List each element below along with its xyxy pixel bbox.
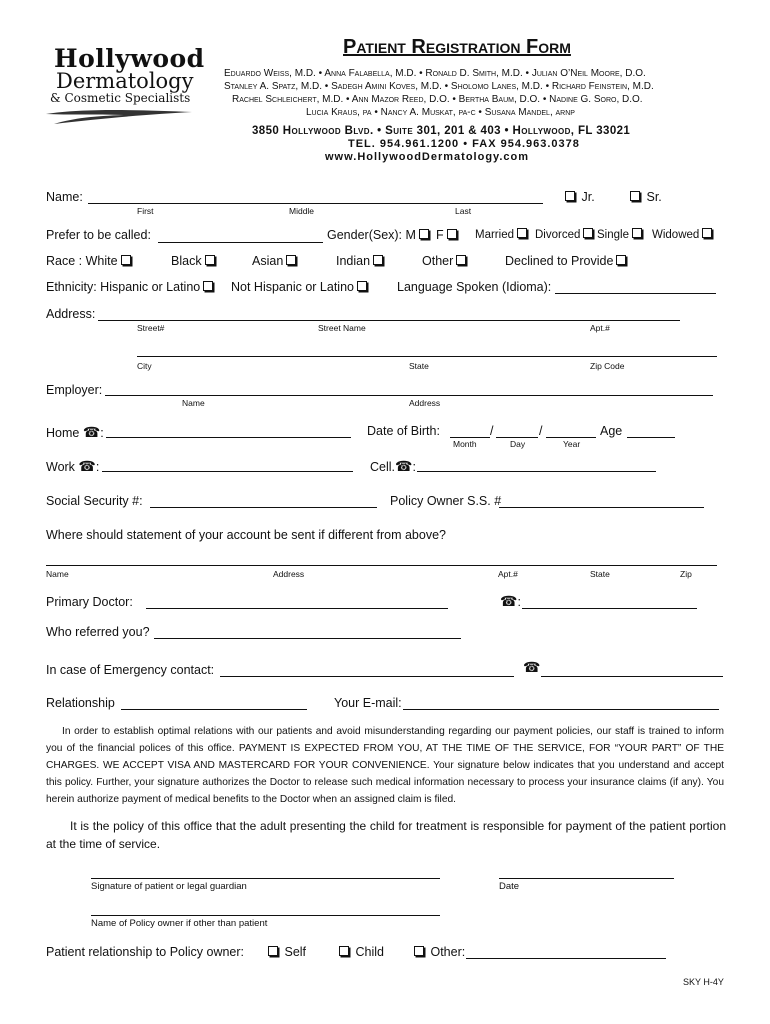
zip-caption: Zip Code [590,361,625,371]
address-label: Address: [46,307,96,321]
child-option[interactable] [336,945,384,959]
gender-f-option[interactable] [436,228,460,242]
doctors-line-1: Eduardo Weiss, M.D. • Anna Falabella, M.D. • Ronald D. Smith, M.D. • Julian O’Neil Moore, D.O. [224,68,646,79]
checkbox-icon[interactable] [419,229,429,239]
black-label: Black [171,254,202,268]
race-indian-option[interactable] [336,254,386,268]
primary-doctor-phone-label: ☎: [500,593,521,609]
employer-field[interactable] [105,395,713,396]
emergency-label: In case of Emergency contact: [46,663,215,677]
st-name-caption: Name [46,569,69,579]
race-label: Race : White [46,254,118,268]
child-label: Child [355,945,384,959]
dob-day-field[interactable] [496,437,538,438]
race-declined-option[interactable] [505,254,629,268]
checkbox-icon[interactable] [373,255,383,265]
day-caption: Day [510,439,526,449]
emergency-field[interactable] [220,676,514,677]
checkbox-icon[interactable] [632,228,642,238]
clinic-website: www.HollywoodDermatology.com [325,151,530,163]
sr-label: Sr. [646,190,662,204]
single-option[interactable] [597,228,645,241]
street-num-caption: Street# [137,323,165,333]
cell-label: Cell. [370,460,396,474]
payment-policy-paragraph: In order to establish optimal relations with our patients and avoid misunderstanding regarding our payment policies, our staff is trained to inform you of the financial polices of this office. PAYMENT IS EXPECTED FROM YOU, AT THE TIME OF THE SERVICE, FOR “YOUR PART” OF THE CHARGES. WE ACCEPT VISA AND MASTERCARD FOR YOUR CONVENIENCE. Your signature below indicates that you understand and accept this policy. Further, your signature authorizes the Doctor to release such medical information necessary to process your insurance claims (if any). You herein authorize payment of medical benefits to the Doctor when an assigned claim is filed. [46,726,724,805]
primary-doctor-phone-field[interactable] [522,608,697,609]
language-label: Language Spoken (Idioma): [397,280,552,294]
checkbox-icon[interactable] [121,255,131,265]
work-phone-field[interactable] [102,471,353,472]
month-caption: Month [453,439,477,449]
checkbox-icon[interactable] [339,946,349,956]
other-label: Other [422,254,454,268]
checkbox-icon[interactable] [203,281,213,291]
emergency-phone-field[interactable] [541,676,723,677]
checkbox-icon[interactable] [630,191,640,201]
home-phone-field[interactable] [106,437,351,438]
signature-caption: Signature of patient or legal guardian [91,881,247,892]
telephone-icon: ☎ [82,424,101,440]
work-phone-label: Work ☎: [46,458,100,474]
telephone-icon: ☎ [523,659,541,675]
gender-m-option[interactable] [327,228,432,242]
dob-slash-2: / [539,424,543,438]
race-other-option[interactable] [422,254,469,268]
referred-label: Who referred you? [46,625,150,639]
divorced-option[interactable] [535,228,596,241]
prefer-label: Prefer to be called: [46,228,151,242]
self-label: Self [284,945,307,959]
checkbox-icon[interactable] [565,191,575,201]
primary-doctor-field[interactable] [146,608,448,609]
dob-year-field[interactable] [546,437,596,438]
dob-label: Date of Birth: [367,424,440,438]
telephone-icon: ☎ [395,458,413,474]
checkbox-icon[interactable] [616,255,626,265]
not-hispanic-option[interactable] [231,280,370,294]
single-label: Single [597,229,629,241]
checkbox-icon[interactable] [702,228,712,238]
clinic-address: 3850 Hollywood Blvd. • Suite 301, 201 & 403 • Hollywood, FL 33021 [252,125,631,137]
first-caption: First [137,206,154,216]
not-hispanic-label: Not Hispanic or Latino [231,280,354,294]
employer-name-caption: Name [182,398,205,408]
checkbox-icon[interactable] [447,229,457,239]
clinic-phone: TEL. 954.961.1200 • FAX 954.963.0378 [348,138,580,150]
email-label: Your E-mail: [334,696,402,710]
ethnicity-label: Ethnicity: Hispanic or Latino [46,280,201,294]
race-asian-option[interactable] [252,254,299,268]
policy-owner-caption: Name of Policy owner if other than patient [91,918,268,929]
page-title: Patient Registration Form [343,36,571,58]
middle-caption: Middle [289,206,315,216]
policy-ss-label: Policy Owner S.S. # [390,494,502,508]
home-label: Home [46,426,80,440]
self-option[interactable] [265,945,306,959]
dob-month-field[interactable] [450,437,490,438]
age-field[interactable] [627,437,675,438]
checkbox-icon[interactable] [357,281,367,291]
state-caption: State [409,361,429,371]
jr-label: Jr. [581,190,595,204]
email-field[interactable] [403,709,719,710]
checkbox-icon[interactable] [456,255,466,265]
owner-relationship-label: Patient relationship to Policy owner: [46,945,245,959]
date-caption: Date [499,881,520,892]
declined-label: Declined to Provide [505,254,614,268]
hispanic-option[interactable] [46,280,216,294]
street-name-caption: Street Name [318,323,366,333]
employer-label: Employer: [46,383,103,397]
city-caption: City [137,361,152,371]
checkbox-icon[interactable] [517,228,527,238]
language-field[interactable] [555,293,716,294]
cell-phone-field[interactable] [417,471,656,472]
child-policy-paragraph: It is the policy of this office that the adult presenting the child for treatment is responsible for payment of the patient portion at the time of service. [46,819,726,851]
year-caption: Year [563,439,581,449]
address-street-field[interactable] [98,320,680,321]
emergency-phone-label [523,659,540,676]
jr-option[interactable] [562,190,595,204]
checkbox-icon[interactable] [286,255,296,265]
checkbox-icon[interactable] [583,228,593,238]
other-relationship-field[interactable] [466,958,666,959]
gender-label: Gender(Sex): M [327,228,416,242]
divorced-label: Divorced [535,229,581,241]
doctors-line-3: Rachel Schleichert, M.D. • Ann Mazor Reed, D.O. • Bertha Baum, D.O. • Nadine G. Soro, D.O. [232,94,643,105]
logo-dermatology: Dermatology [56,69,194,93]
ssn-label: Social Security #: [46,494,143,508]
logo-hollywood: Hollywood [54,44,205,73]
married-option[interactable] [475,228,530,241]
logo-swoosh-icon [44,104,194,126]
st-apt-caption: Apt.# [498,569,518,579]
st-state-caption: State [590,569,610,579]
name-label: Name: [46,190,83,204]
referred-field[interactable] [154,638,461,639]
race-black-option[interactable] [171,254,218,268]
apt-caption: Apt.# [590,323,610,333]
policy-ss-field[interactable] [499,507,704,508]
checkbox-icon[interactable] [414,946,424,956]
age-label: Age [600,424,623,438]
doctors-line-2: Stanley A. Spatz, M.D. • Sadegh Amini Koves, M.D. • Sholomo Lanes, M.D. • Richard Feinstein, M.D. [224,81,654,92]
form-code: SKY H-4Y [683,977,724,987]
last-caption: Last [455,206,472,216]
race-white-option[interactable] [46,254,134,268]
prefer-field[interactable] [158,242,323,243]
telephone-icon: ☎ [500,593,518,609]
telephone-icon: ☎ [78,458,96,474]
sr-option[interactable] [627,190,662,204]
married-label: Married [475,229,514,241]
logo-cosmetic: & Cosmetic Specialists [50,91,191,105]
asian-label: Asian [252,254,284,268]
doctors-line-4: Lucia Kraus, pa • Nancy A. Muskat, pa-c • Susana Mandel, arnp [306,107,575,118]
relationship-field[interactable] [121,709,307,710]
st-address-caption: Address [273,569,305,579]
checkbox-icon[interactable] [268,946,278,956]
date-field[interactable] [499,878,674,879]
home-phone-label: Home ☎: [46,424,104,440]
statement-question: Where should statement of your account be sent if different from above? [46,528,446,542]
cell-phone-label: Cell.☎: [370,458,416,474]
employer-address-caption: Address [409,398,441,408]
st-zip-caption: Zip [680,569,692,579]
dob-slash-1: / [490,424,494,438]
gender-f-label: F [436,228,444,242]
other-option[interactable] [411,945,465,959]
statement-address-field[interactable] [46,565,717,566]
checkbox-icon[interactable] [205,255,215,265]
widowed-label: Widowed [652,229,700,241]
other-rel-label: Other: [430,945,466,959]
policy-owner-name-field[interactable] [91,915,440,916]
relationship-label: Relationship [46,696,115,710]
signature-field[interactable] [91,878,440,879]
ssn-field[interactable] [150,507,377,508]
indian-label: Indian [336,254,371,268]
work-label: Work [46,460,75,474]
primary-doctor-label: Primary Doctor: [46,595,133,609]
address-city-field[interactable] [137,356,717,357]
name-field[interactable] [88,203,543,204]
widowed-option[interactable] [652,228,715,241]
